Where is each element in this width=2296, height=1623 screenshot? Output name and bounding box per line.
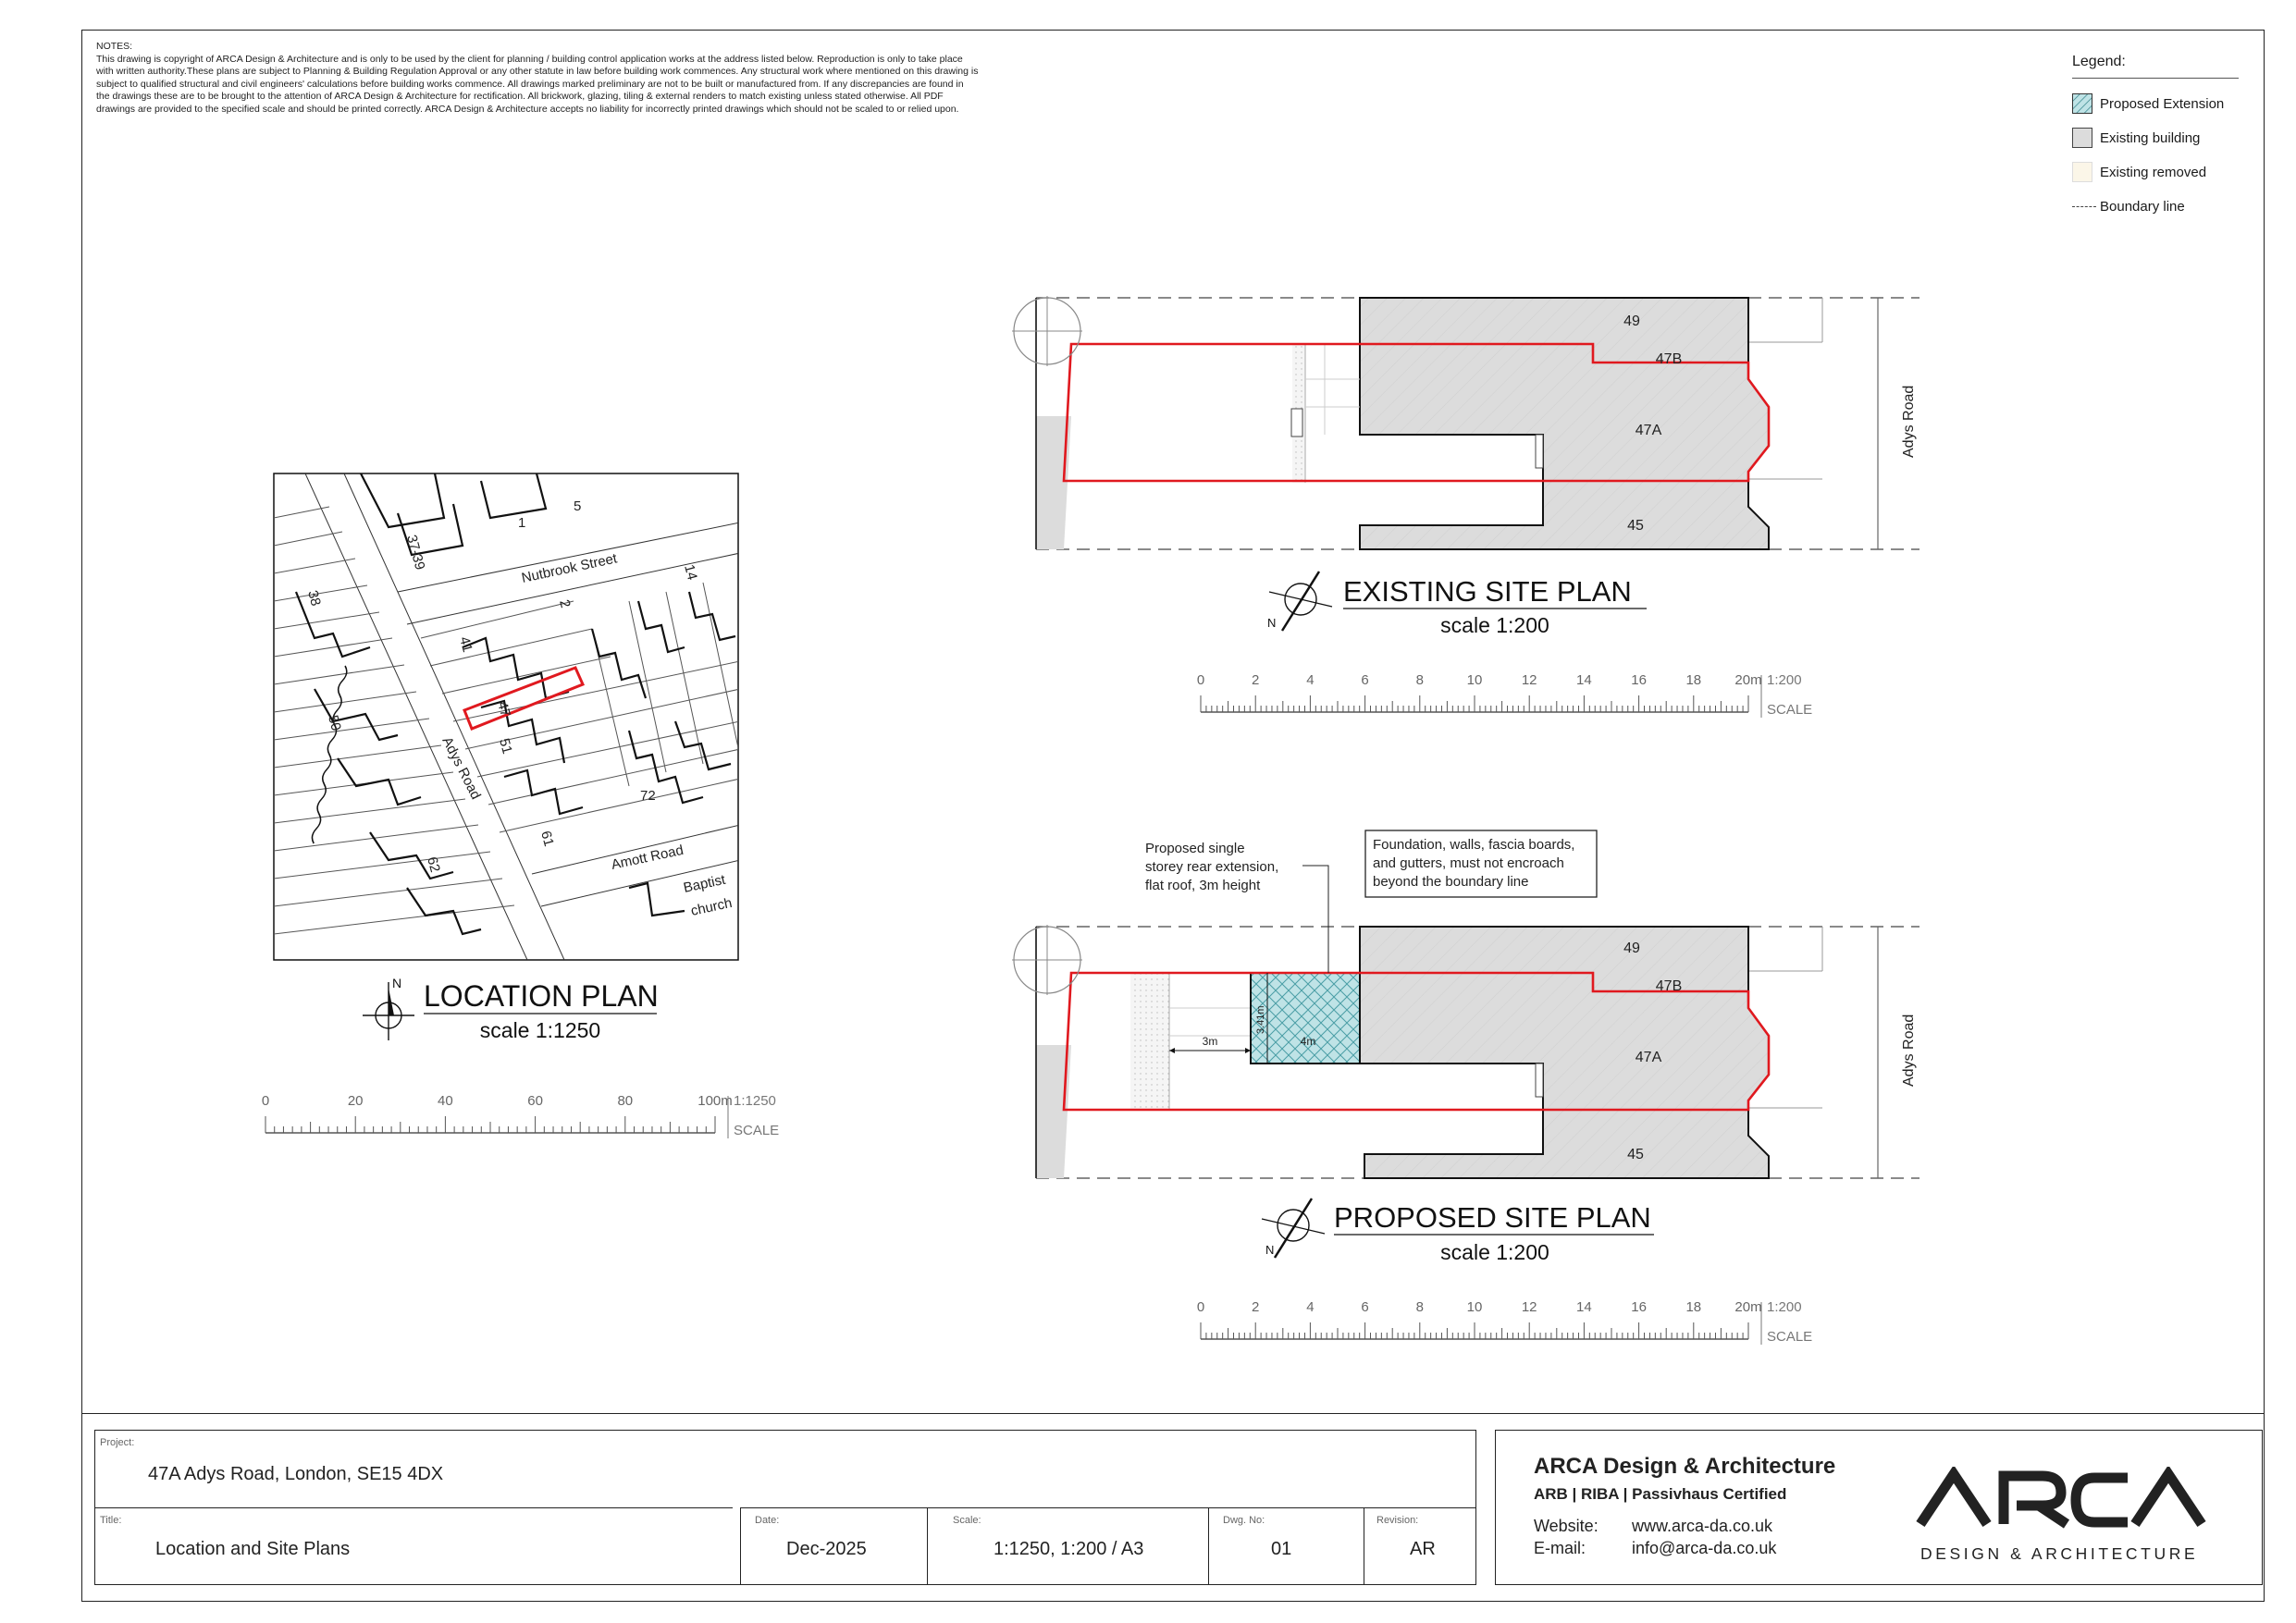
scale-bar-label: 0 [1196, 1299, 1205, 1315]
scale-bar-label: 2 [1252, 1299, 1260, 1315]
scale-bar-label: 0 [1196, 672, 1205, 688]
plot-label: 45 [1627, 518, 1644, 534]
existing-scale-bar [1197, 672, 1812, 718]
email-label: E-mail: [1534, 1539, 1586, 1557]
scale-bar-label: 6 [1361, 1299, 1369, 1315]
website-label: Website: [1534, 1517, 1599, 1535]
legend-label: Proposed Extension [2100, 95, 2225, 112]
building-label: Baptist [682, 871, 727, 896]
proposed-scale-bar [1197, 1299, 1812, 1345]
scale-bar-label: 18 [1685, 1299, 1702, 1315]
scale-bar-label: 20m [1734, 672, 1762, 688]
revision-label: Revision: [1376, 1515, 1419, 1526]
scale-bar-label: 10 [1466, 672, 1483, 688]
plot-label: 47B [1655, 978, 1683, 994]
dwg-value: 01 [1271, 1539, 1292, 1559]
notes-line: This drawing is copyright of ARCA Design & Architecture and is only to be used by the client for planning / building control application works at the address listed below. Reproduction is only to take place [96, 53, 963, 65]
notes-line: with written authority.These plans are subject to Planning & Building Regulation Approval or any other statute in law before building work commences. Any structural work where mentioned on this drawing is [96, 66, 979, 78]
title-label: Title: [100, 1515, 122, 1526]
firm-name: ARCA Design & Architecture [1534, 1454, 1836, 1479]
dimension-label: 3m [1202, 1035, 1218, 1048]
dimension-label: 4m [1300, 1035, 1316, 1048]
date-label: Date: [755, 1515, 780, 1526]
legend-label: Existing building [2100, 129, 2201, 146]
scale-bar-label: 20m [1734, 1299, 1762, 1315]
house-number: 14 [681, 562, 700, 583]
callout-text: flat roof, 3m height [1145, 878, 1261, 893]
house-number: 51 [496, 736, 515, 756]
existing-north-arrow-icon [1267, 572, 1332, 631]
date-value: Dec-2025 [786, 1539, 867, 1559]
location-scale-bar [262, 1093, 779, 1138]
logo-subtitle: DESIGN & ARCHITECTURE [1920, 1544, 2199, 1563]
panel-rule [740, 1507, 1476, 1508]
scale-bar-label: 12 [1521, 672, 1537, 688]
dimension-label: 3.41m [1255, 1005, 1266, 1034]
scale-bar-ratio: 1:200 [1767, 1299, 1802, 1315]
location-plan-map [274, 473, 740, 960]
house-number: 5 [574, 498, 582, 514]
proposed-north-arrow-icon [1262, 1199, 1325, 1258]
notes-line: the drawings these are to be brought to the attention of ARCA Design & Architecture for rectification. All brickwork, glazing, tiling & external renders to match existing unless stated otherwise. All PDF [96, 91, 944, 103]
scale-bar-ratio: 1:1250 [734, 1093, 776, 1109]
callout-text: storey rear extension, [1145, 859, 1279, 875]
scale-bar-label: 14 [1576, 672, 1592, 688]
scale-bar-label: 4 [1306, 1299, 1315, 1315]
firm-certifications: ARB | RIBA | Passivhaus Certified [1534, 1485, 1787, 1503]
house-number: 37-39 [403, 533, 428, 572]
existing-plan-title: EXISTING SITE PLAN [1343, 575, 1632, 608]
scale-bar-label: 4 [1306, 672, 1315, 688]
proposed-site-plan [1012, 830, 1920, 1178]
proposed-plan-title: PROPOSED SITE PLAN [1334, 1201, 1651, 1234]
website-link[interactable]: www.arca-da.co.uk [1632, 1517, 1773, 1535]
plot-label: 45 [1627, 1147, 1644, 1162]
existing-plan-scale: scale 1:200 [1440, 613, 1549, 637]
house-number: 61 [537, 829, 557, 849]
scale-value: 1:1250, 1:200 / A3 [994, 1539, 1144, 1559]
panel-rule [94, 1507, 733, 1508]
existing-site-plan [1012, 296, 1920, 549]
scale-bar-label: 14 [1576, 1299, 1592, 1315]
scale-bar-label: 80 [617, 1093, 634, 1109]
scale-label: Scale: [953, 1515, 981, 1526]
svg-text:N: N [1267, 616, 1277, 630]
road-label: Adys Road [1901, 385, 1917, 458]
scale-bar-label: 8 [1415, 672, 1424, 688]
scale-bar-label: 18 [1685, 672, 1702, 688]
house-number: 62 [424, 855, 443, 875]
svg-text:N: N [392, 976, 402, 990]
arca-logo-icon [1913, 1467, 2209, 1568]
plot-label: 49 [1623, 941, 1640, 956]
scale-bar-unit: SCALE [1767, 1329, 1813, 1345]
panel-rule [1208, 1507, 1209, 1585]
revision-value: AR [1410, 1539, 1436, 1559]
scale-bar-unit: SCALE [734, 1123, 780, 1138]
scale-bar-ratio: 1:200 [1767, 672, 1802, 688]
notes-heading: NOTES: [96, 41, 133, 52]
scale-bar-unit: SCALE [1767, 702, 1813, 718]
plot-label: 47A [1635, 1050, 1662, 1065]
scale-bar-label: 0 [261, 1093, 270, 1109]
house-number: 50 [325, 713, 344, 733]
scale-bar-label: 8 [1415, 1299, 1424, 1315]
street-label: Nutbrook Street [520, 550, 619, 586]
email-link[interactable]: info@arca-da.co.uk [1632, 1539, 1777, 1557]
street-label: Amott Road [610, 842, 685, 873]
scale-bar-label: 12 [1521, 1299, 1537, 1315]
road-label: Adys Road [1901, 1014, 1917, 1087]
scale-bar-label: 20 [347, 1093, 364, 1109]
notes-line: subject to qualified structural and civil engineers' calculations before building works commence. All drawings marked preliminary are not to be built or manufactured from. If any discrepancies are found in [96, 78, 964, 90]
panel-rule [927, 1507, 928, 1585]
drawing-title: Location and Site Plans [155, 1539, 351, 1559]
scale-bar-label: 16 [1631, 672, 1647, 688]
scale-bar-label: 2 [1252, 672, 1260, 688]
house-number: 2 [556, 597, 574, 610]
plot-label: 47B [1655, 351, 1683, 367]
scale-bar-label: 10 [1466, 1299, 1483, 1315]
house-number: 72 [640, 788, 656, 804]
project-label: Project: [100, 1437, 135, 1448]
notes-line: drawings are provided to the specified scale and should be printed correctly. ARCA Design & Architecture accepts no liability for incorrectly printed drawings which should not be scaled to or relied upon. [96, 103, 959, 115]
plot-label: 47A [1635, 423, 1662, 438]
callout-text: beyond the boundary line [1373, 874, 1529, 890]
svg-text:N: N [1265, 1243, 1275, 1257]
location-plan-scale: scale 1:1250 [479, 1018, 601, 1042]
legend-label: Boundary line [2100, 198, 2185, 215]
panel-rule [740, 1507, 741, 1585]
scale-bar-label: 40 [438, 1093, 453, 1109]
scale-bar-label: 60 [527, 1093, 543, 1109]
scale-bar-label: 6 [1361, 672, 1369, 688]
callout-text: and gutters, must not encroach [1373, 855, 1564, 871]
legend-label: Existing removed [2100, 164, 2207, 180]
dwg-label: Dwg. No: [1223, 1515, 1265, 1526]
proposed-plan-scale: scale 1:200 [1440, 1240, 1549, 1264]
callout-text: Proposed single [1145, 841, 1245, 856]
project-address: 47A Adys Road, London, SE15 4DX [148, 1464, 444, 1484]
street-label: Adys Road [438, 734, 484, 803]
scale-bar-label: 100m [697, 1093, 733, 1109]
callout-text: Foundation, walls, fascia boards, [1373, 837, 1575, 853]
house-number: 1 [518, 515, 526, 531]
location-plan-title: LOCATION PLAN [424, 979, 659, 1013]
scale-bar-label: 16 [1631, 1299, 1647, 1315]
legend-title: Legend: [2072, 54, 2239, 79]
plot-label: 49 [1623, 314, 1640, 329]
building-label: church [689, 894, 734, 919]
location-north-arrow-icon [363, 976, 414, 1040]
house-number: 38 [304, 588, 324, 609]
house-number: 41 [456, 634, 475, 655]
house-number: 47 [494, 699, 513, 719]
